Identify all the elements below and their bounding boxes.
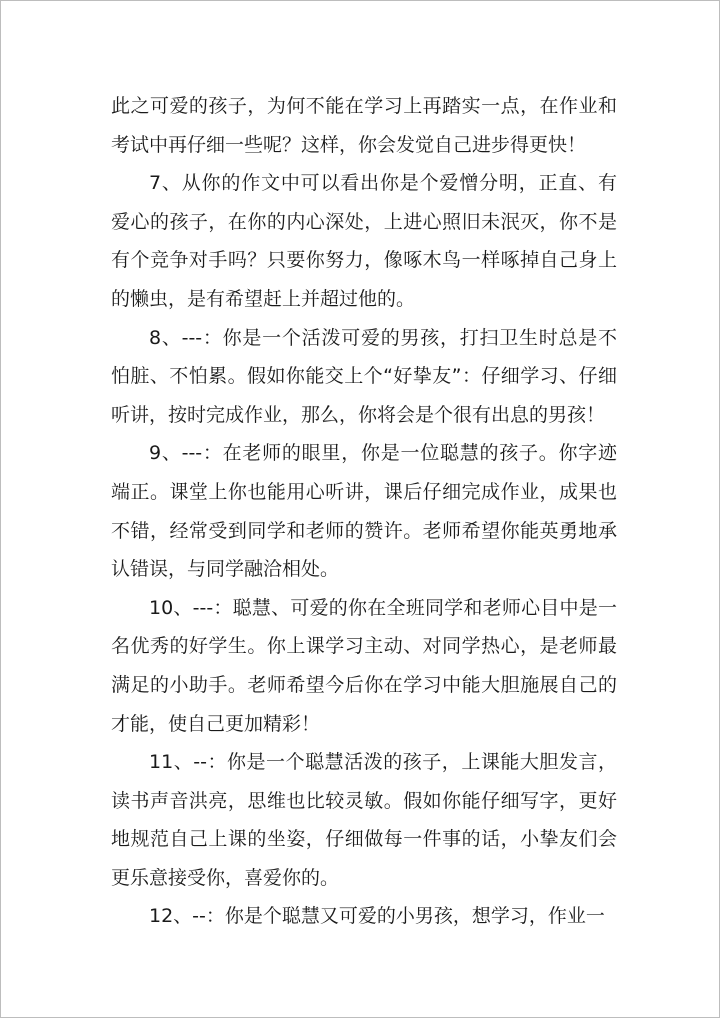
document-body [111,87,617,936]
paragraph: 11、--：你是一个聪慧活泼的孩子，上课能大胆发言，读书声音洪亮，思维也比较灵敏。假如你能仔细写字，更好地规范自己上课的坐姿，仔细做每一件事的话，小挚友们会更乐意接受你，喜爱你的。 [111,751,617,889]
paragraph: 此之可爱的孩子，为何不能在学习上再踏实一点，在作业和考试中再仔细一些呢？这样，你会发觉自己进步得更快！ [111,95,617,156]
paragraph: 8、---：你是一个活泼可爱的男孩，打扫卫生时总是不怕脏、不怕累。假如你能交上个“好挚友”：仔细学习、仔细听讲，按时完成作业，那么，你将会是个很有出息的男孩！ [111,326,617,426]
paragraph: 10、---：聪慧、可爱的你在全班同学和老师心目中是一名优秀的好学生。你上课学习主动、对同学热心，是老师最满足的小助手。老师希望今后你在学习中能大胆施展自己的才能，使自己更加精彩！ [111,596,617,735]
paragraph: 9、---：在老师的眼里，你是一位聪慧的孩子。你字迹端正。课堂上你也能用心听讲，课后仔细完成作业，成果也不错，经常受到同学和老师的赞许。老师希望你能英勇地承认错误，与同学融洽相处。 [111,442,617,581]
paragraph: 12、--：你是个聪慧又可爱的小男孩，想学习，作业一 [149,905,605,928]
paragraph: 7、从你的作文中可以看出你是个爱憎分明，正直、有爱心的孩子，在你的内心深处，上进心照旧未泯灭，你不是有个竞争对手吗？只要你努力，像啄木鸟一样啄掉自己身上的懒虫，是有希望赶上并超过他的。 [111,172,617,310]
